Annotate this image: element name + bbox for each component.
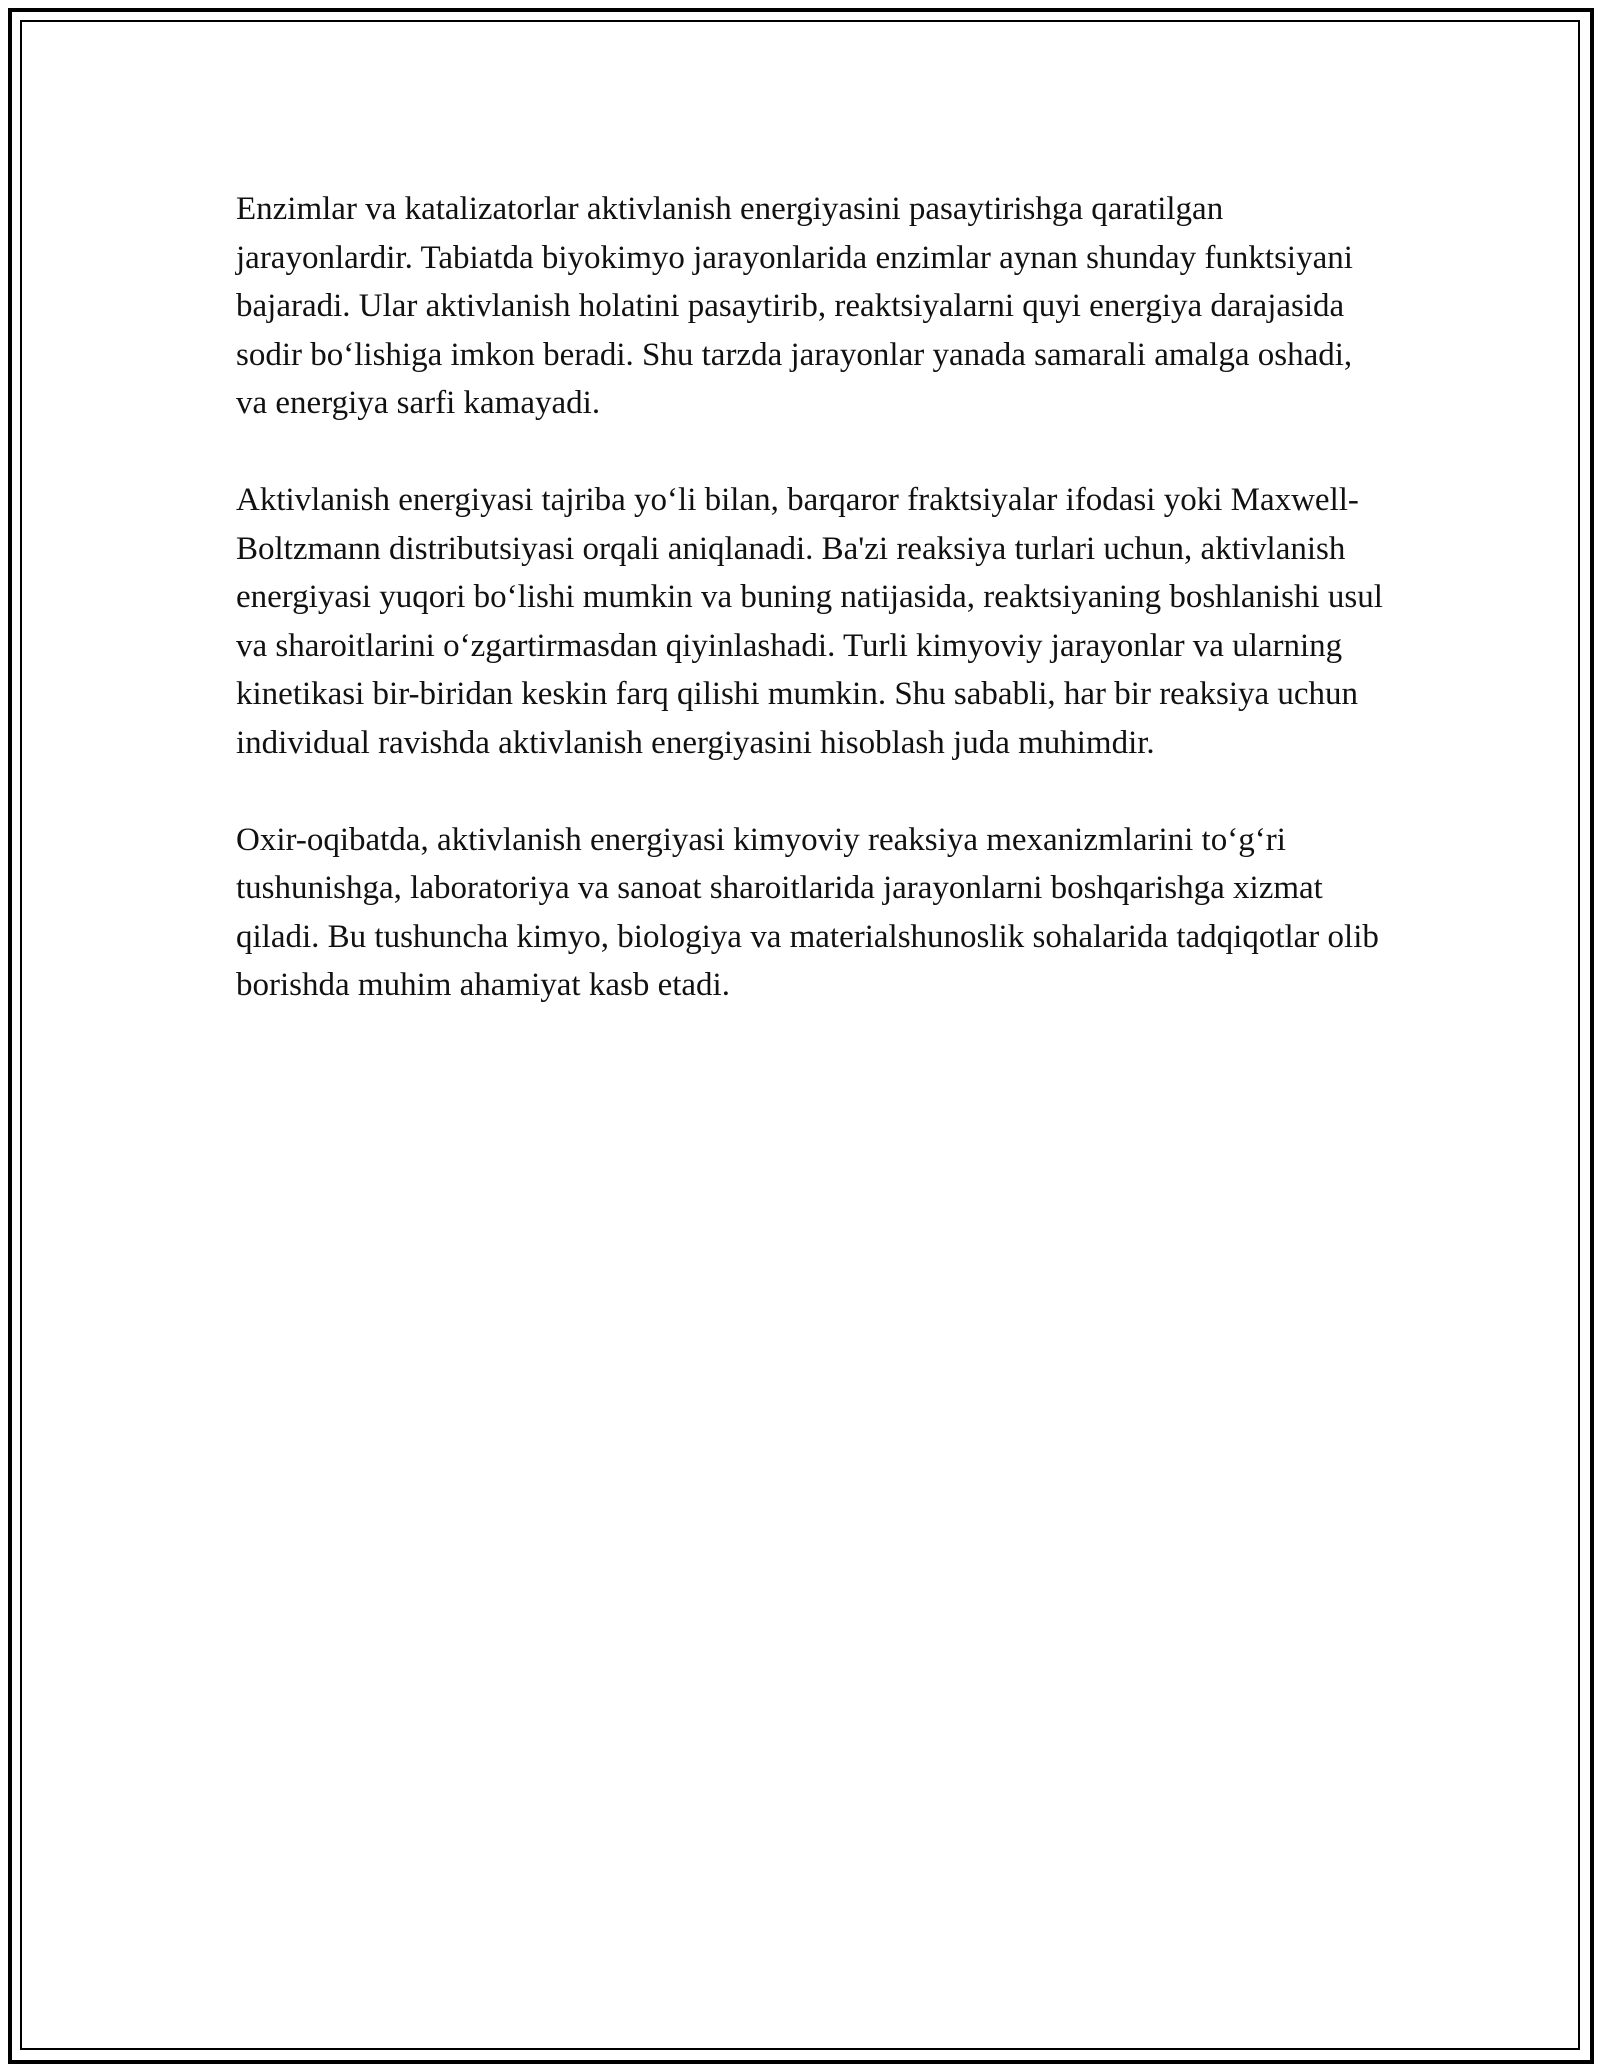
document-body	[236, 185, 1386, 1058]
paragraph-1: Enzimlar va katalizatorlar aktivlanish energiyasini pasaytirishga qaratilgan jarayonlardir. Tabiatda biyokimyo jarayonlarida enzimlar aynan shunday funktsiyani bajaradi. Ular aktivlanish holatini pasaytirib, reaktsiyalarni quyi energiya darajasida sodir bo‘lishiga imkon beradi. Shu tarzda jarayonlar yanada samarali amalga oshadi, va energiya sarfi kamayadi.	[236, 191, 1353, 421]
paragraph-3: Oxir-oqibatda, aktivlanish energiyasi kimyoviy reaksiya mexanizmlarini to‘g‘ri tushunishga, laboratoriya va sanoat sharoitlarida jarayonlarni boshqarishga xizmat qiladi. Bu tushuncha kimyo, biologiya va materialshunoslik sohalarida tadqiqotlar olib borishda muhim ahamiyat kasb etadi.	[236, 821, 1379, 1003]
paragraph-2: Aktivlanish energiyasi tajriba yo‘li bilan, barqaror fraktsiyalar ifodasi yoki Maxwell-Boltzmann distributsiyasi orqali aniqlanadi. Ba'zi reaksiya turlari uchun, aktivlanish energiyasi yuqori bo‘lishi mumkin va buning natijasida, reaktsiyaning boshlanishi usul va sharoitlarini o‘zgartirmasdan qiyinlashadi. Turli kimyoviy jarayonlar va ularning kinetikasi bir-biridan keskin farq qilishi mumkin. Shu sababli, har bir reaksiya uchun individual ravishda aktivlanish energiyasini hisoblash juda muhimdir.	[236, 482, 1383, 761]
